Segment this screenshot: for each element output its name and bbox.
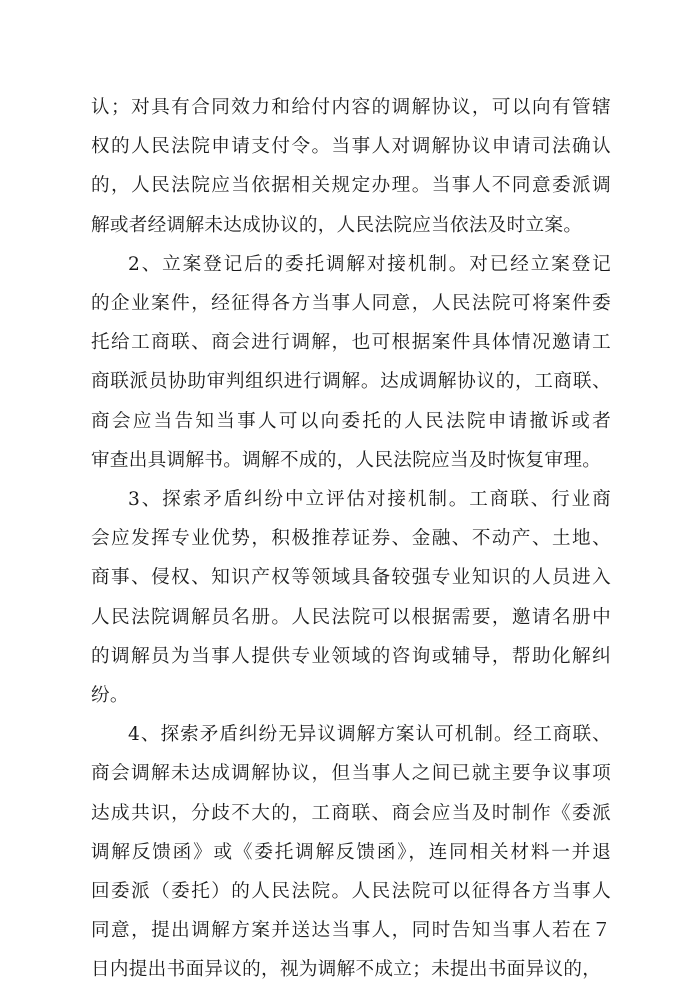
text-line: 人民法院调解员名册。人民法院可以根据需要，邀请名册中 — [91, 606, 611, 628]
text-line: 会应发挥专业优势，积极推荐证券、金融、不动产、土地、 — [91, 528, 611, 550]
text-line: 调解反馈函》或《委托调解反馈函》，连同相关材料一并退 — [91, 841, 611, 863]
paragraph-item-2 — [91, 245, 611, 480]
paragraph-continuation — [91, 88, 611, 245]
paragraph-item-3 — [91, 480, 611, 715]
text-line: 认；对具有合同效力和给付内容的调解协议，可以向有管辖 — [91, 97, 611, 118]
text-line: 商会应当告知当事人可以向委托的人民法院申请撤诉或者 — [91, 410, 611, 432]
text-line: 商事、侵权、知识产权等领域具备较强专业知识的人员进入 — [91, 567, 611, 589]
text-line: 2、立案登记后的委托调解对接机制。对已经立案登记 — [128, 253, 611, 275]
text-line: 权的人民法院申请支付令。当事人对调解协议申请司法确认 — [91, 136, 611, 158]
text-line: 日内提出书面异议的，视为调解不成立；未提出书面异议的， — [91, 959, 602, 981]
document-body — [91, 88, 611, 990]
text-line: 商联派员协助审判组织进行调解。达成调解协议的，工商联、 — [91, 371, 611, 393]
text-line: 的企业案件，经征得各方当事人同意，人民法院可将案件委 — [91, 293, 611, 315]
text-line: 纷。 — [91, 685, 129, 707]
text-line: 审查出具调解书。调解不成的，人民法院应当及时恢复审理。 — [91, 449, 602, 471]
text-line: 商会调解未达成调解协议，但当事人之间已就主要争议事项 — [91, 763, 611, 785]
text-line: 托给工商联、商会进行调解，也可根据案件具体情况邀请工 — [91, 332, 611, 354]
text-line: 的调解员为当事人提供专业领域的咨询或辅导，帮助化解纠 — [91, 645, 611, 667]
text-line: 同意，提出调解方案并送达当事人，同时告知当事人若在７ — [91, 920, 611, 942]
text-line: 回委派（委托）的人民法院。人民法院可以征得各方当事人 — [91, 881, 611, 903]
text-line: 的，人民法院应当依据相关规定办理。当事人不同意委派调 — [91, 175, 611, 197]
text-line: 3、探索矛盾纠纷中立评估对接机制。工商联、行业商 — [128, 489, 611, 511]
text-line: 解或者经调解未达成协议的，人民法院应当依法及时立案。 — [91, 214, 583, 236]
text-line: 4、探索矛盾纠纷无异议调解方案认可机制。经工商联、 — [128, 724, 611, 746]
paragraph-item-4 — [91, 715, 611, 989]
text-line: 达成共识，分歧不大的，工商联、商会应当及时制作《委派 — [91, 802, 611, 824]
